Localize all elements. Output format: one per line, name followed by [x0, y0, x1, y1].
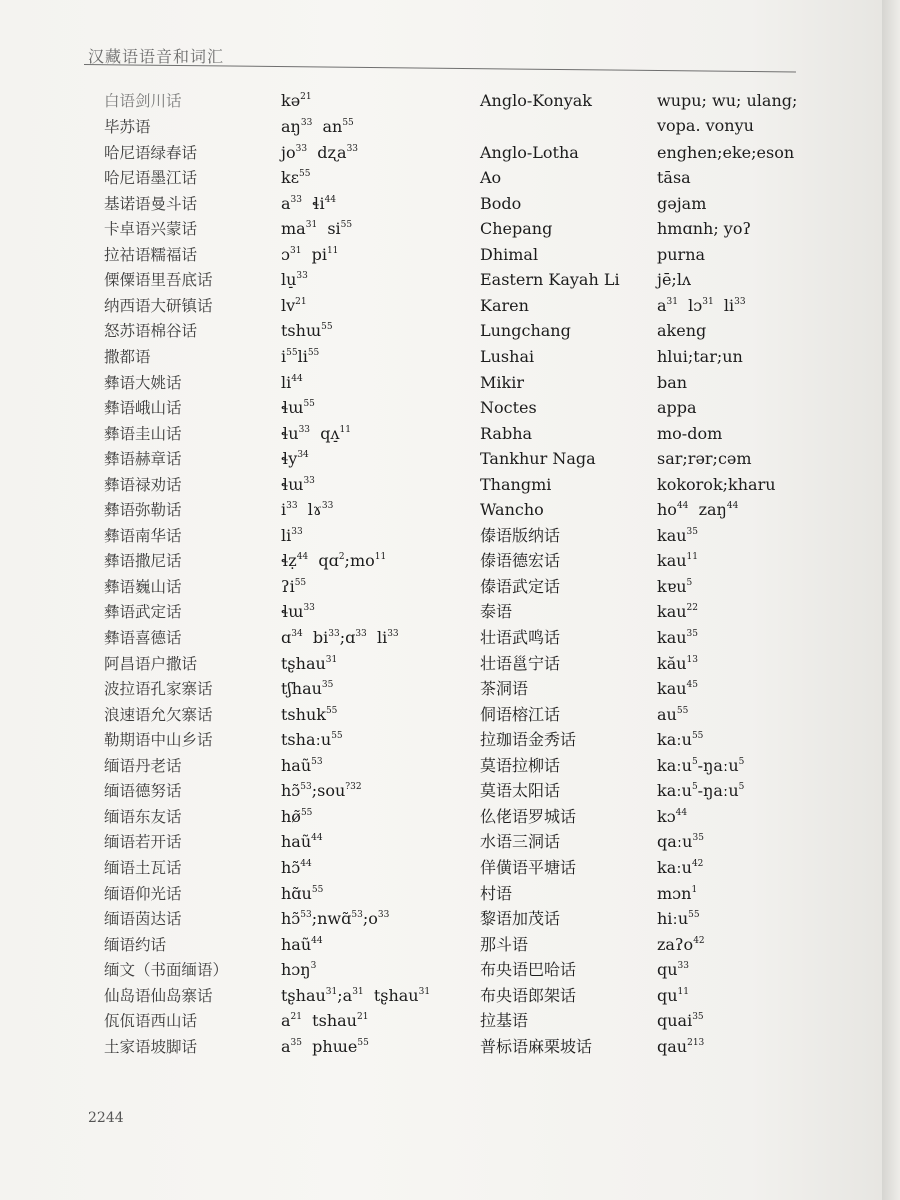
language-cell: 茶洞语: [480, 679, 529, 699]
page-number: 2244: [88, 1110, 124, 1126]
chinese-dialect-cell: 彝语武定话: [104, 603, 182, 622]
language-form-cell: $qu^{33}$: [657, 960, 689, 980]
chinese-dialect-cell: 傈僳语里吾底话: [104, 271, 213, 290]
dialect-form-cell: ɑ$^{34}$ $bi^{33};ɑ^{33}$ $li^{33}$: [281, 628, 399, 647]
table-row: [0, 957, 882, 983]
language-cell: 布央语巴哈话: [480, 960, 577, 980]
table-row: [0, 421, 882, 447]
language-form-cell: sar;rər;cəm: [657, 449, 752, 469]
chinese-dialect-cell: 纳西语大研镇话: [104, 296, 213, 315]
dialect-form-cell: $lv^{21}$: [281, 295, 307, 315]
dialect-form-cell: $aŋ^{33}$ $an^{55}$: [281, 117, 354, 136]
language-form-cell: tāsa: [657, 168, 691, 188]
dialect-form-cell: $hɔ̃^{53};nwɑ̃^{53};o^{33}$: [281, 909, 390, 929]
dialect-form-cell: $hɑ̃u^{55}$: [281, 883, 324, 903]
language-form-cell: kau$^{35}$: [657, 525, 698, 545]
chinese-dialect-cell: 彝语赫章话: [104, 450, 182, 469]
chinese-dialect-cell: 彝语峨山话: [104, 399, 182, 418]
language-cell: Ao: [480, 168, 502, 188]
table-row: [0, 906, 882, 932]
language-form-cell: kokorok;kharu: [657, 474, 776, 494]
language-form-cell: qau$^{213}$: [657, 1036, 705, 1056]
dialect-form-cell: ɬy$^{34}$: [281, 449, 309, 469]
chinese-dialect-cell: 缅语仰光话: [104, 884, 182, 903]
language-cell: Anglo-Konyak: [480, 91, 592, 110]
table-row: [0, 191, 882, 217]
dialect-form-cell: tʃhau$^{35}$: [281, 679, 334, 699]
language-form-cell: qaːu$^{35}$: [657, 832, 704, 852]
language-cell: 傣语武定话: [480, 576, 561, 596]
language-form-cell: kau$^{22}$: [657, 602, 698, 622]
table-row: [0, 881, 882, 907]
chinese-dialect-cell: 仙岛语仙岛寨话: [104, 986, 213, 1005]
language-form-cell: appa: [657, 398, 697, 418]
language-cell: 壮语邕宁话: [480, 653, 561, 673]
table-row: [0, 932, 882, 958]
dialect-form-cell: $a^{35}$ phɯe$^{55}$: [281, 1036, 369, 1056]
chinese-dialect-cell: 卡卓语兴蒙话: [104, 220, 198, 239]
chinese-dialect-cell: 土家语坡脚话: [104, 1037, 198, 1056]
language-form-cell: kɔ$^{44}$: [657, 806, 688, 826]
language-form-cell: jē;lʌ: [657, 270, 691, 290]
chinese-dialect-cell: 佤佤语西山话: [104, 1012, 198, 1031]
language-form-cell: kău$^{13}$: [657, 653, 698, 673]
dialect-form-cell: $i^{33}$ lɤ$^{33}$: [281, 500, 334, 520]
language-cell: Noctes: [480, 398, 537, 418]
table-row: [0, 267, 882, 293]
language-cell: Lushai: [480, 346, 535, 366]
language-form-cell: hmɑnh; yoʔ: [657, 219, 752, 239]
dialect-form-cell: lu̠$^{33}$: [281, 270, 308, 290]
chinese-dialect-cell: 缅语东友话: [104, 807, 182, 826]
chinese-dialect-cell: 撒都语: [104, 347, 151, 366]
language-cell: 傣语版纳话: [480, 525, 561, 545]
chinese-dialect-cell: 波拉语孔家寨话: [104, 680, 213, 699]
language-cell: Karen: [480, 295, 529, 315]
language-cell: Dhimal: [480, 244, 539, 264]
language-cell: 佯僙语平塘话: [480, 857, 577, 877]
table-row: [0, 676, 882, 702]
language-cell: 莫语太阳话: [480, 781, 561, 801]
chinese-dialect-cell: 彝语南华话: [104, 526, 182, 545]
chinese-dialect-cell: 勒期语中山乡话: [104, 731, 213, 750]
dialect-form-cell: $jo^{33}$ dʐa$^{33}$: [281, 142, 359, 162]
dialect-form-cell: kə$^{21}$: [281, 91, 312, 110]
language-form-cell: $qu^{11}$: [657, 985, 689, 1005]
table-row: [0, 625, 882, 651]
chinese-dialect-cell: 拉祜语糯福话: [104, 245, 198, 264]
chinese-dialect-cell: 彝语巍山话: [104, 577, 182, 596]
language-cell: 那斗语: [480, 934, 529, 954]
table-row: [0, 216, 882, 242]
language-cell: 侗语榕江话: [480, 704, 561, 724]
language-cell: Anglo-Lotha: [480, 142, 579, 162]
table-row: [0, 344, 882, 370]
language-cell: 莫语拉柳话: [480, 755, 561, 775]
dialect-form-cell: $a^{33}$ ɬi$^{44}$: [281, 193, 337, 213]
table-row: [0, 370, 882, 396]
dialect-form-cell: tʂhau$^{31}$: [281, 653, 338, 673]
language-cell: Rabha: [480, 423, 533, 443]
language-form-cell: $a^{31}$ lɔ$^{31}$ $li^{33}$: [657, 295, 746, 315]
chinese-dialect-cell: 哈尼语墨江话: [104, 169, 198, 188]
chinese-dialect-cell: 彝语禄劝话: [104, 475, 182, 494]
dialect-form-cell: $tʂhau^{31};a^{31}$ tʂhau$^{31}$: [281, 985, 431, 1005]
language-cell: 村语: [480, 883, 513, 903]
language-cell: Thangmi: [480, 474, 552, 494]
chinese-dialect-cell: 彝语圭山话: [104, 424, 182, 443]
chinese-dialect-cell: 毕苏语: [104, 118, 151, 136]
table-row: [0, 548, 882, 574]
dialect-form-cell: kɛ$^{55}$: [281, 168, 311, 188]
table-row: [0, 829, 882, 855]
dialect-form-cell: hɔŋ$^3$: [281, 960, 317, 980]
dialect-form-cell: tshɯ$^{55}$: [281, 321, 333, 341]
language-form-cell: enghen;eke;eson: [657, 142, 795, 162]
table-row: [0, 983, 882, 1009]
language-form-cell: kaːu$^5$-ŋaːu$^5$: [657, 781, 745, 801]
language-form-cell: wupu; wu; ulang;: [657, 91, 798, 110]
language-cell: 普标语麻栗坡话: [480, 1036, 593, 1056]
continuation-line: vopa. vonyu: [657, 116, 754, 135]
chinese-dialect-cell: 基诺语曼斗话: [104, 194, 198, 213]
dialect-form-cell: $li^{33}$: [281, 525, 303, 545]
language-form-cell: hlui;tar;un: [657, 346, 743, 366]
page-edge: [882, 0, 900, 1200]
dialect-form-cell: hɔ̃$^{53}$;sou$^{?32}$: [281, 781, 362, 801]
dialect-form-cell: $li^{44}$: [281, 372, 303, 392]
table-row: [0, 1008, 882, 1034]
running-header: 汉藏语语音和词汇: [88, 47, 225, 66]
dialect-form-cell: $i^{55}li^{55}$: [281, 346, 320, 366]
chinese-dialect-cell: 彝语弥勒话: [104, 501, 182, 520]
language-cell: 水语三洞话: [480, 832, 561, 852]
table-row: [0, 651, 882, 677]
dialect-form-cell: ɬɯ$^{55}$: [281, 398, 315, 418]
dialect-form-cell: ɔ$^{31}$ $pi^{11}$: [281, 244, 339, 264]
chinese-dialect-cell: 阿昌语户撒话: [104, 654, 198, 673]
language-form-cell: kaːu$^{55}$: [657, 730, 704, 750]
chinese-dialect-cell: 彝语大姚话: [104, 373, 182, 392]
dialect-form-cell: $ma^{31}$ $si^{55}$: [281, 219, 353, 239]
dialect-form-cell: ɬɯ$^{33}$: [281, 602, 315, 622]
dialect-form-cell: ʔi$^{55}$: [281, 576, 307, 596]
table-row: [0, 497, 882, 523]
table-row: [0, 855, 882, 881]
language-cell: 仫佬语罗城话: [480, 806, 577, 826]
table-row: [0, 1034, 882, 1060]
language-cell: Lungchang: [480, 321, 571, 341]
dialect-form-cell: haũ$^{44}$: [281, 934, 323, 954]
language-form-cell: zaʔo$^{42}$: [657, 934, 705, 954]
language-cell: 黎语加茂话: [480, 909, 561, 929]
language-cell: 壮语武鸣话: [480, 628, 561, 647]
chinese-dialect-cell: 缅语约话: [104, 935, 167, 954]
language-cell: Mikir: [480, 372, 524, 392]
dialect-form-cell: tshuk$^{55}$: [281, 704, 338, 724]
dialect-form-cell: $a^{21}$ tshau$^{21}$: [281, 1011, 369, 1031]
language-cell: 傣语德宏话: [480, 551, 561, 571]
chinese-dialect-cell: 缅语若开话: [104, 833, 182, 852]
dialect-form-cell: ɬu$^{33}$ qʌ̠$^{11}$: [281, 423, 351, 443]
dialect-form-cell: haũ$^{53}$: [281, 755, 323, 775]
language-cell: 拉基语: [480, 1011, 529, 1031]
language-form-cell: kaːu$^5$-ŋaːu$^5$: [657, 755, 745, 775]
table-row: [0, 165, 882, 191]
language-cell: Wancho: [480, 500, 544, 520]
language-form-cell: akeng: [657, 321, 707, 341]
language-cell: Chepang: [480, 219, 553, 239]
chinese-dialect-cell: 缅文（书面缅语）: [104, 961, 229, 980]
language-cell: Tankhur Naga: [480, 449, 596, 469]
table-row: [0, 242, 882, 268]
table-row: [0, 523, 882, 549]
language-form-cell: kɐu$^5$: [657, 576, 693, 596]
chinese-dialect-cell: 彝语撒尼话: [104, 552, 182, 571]
table-row: [0, 753, 882, 779]
chinese-dialect-cell: 白语剑川话: [104, 92, 182, 110]
dialect-form-cell: ɬɯ$^{33}$: [281, 474, 315, 494]
language-form-cell: gəjam: [657, 193, 707, 213]
table-row: [0, 140, 882, 166]
language-form-cell: $ho^{44}$ zaŋ$^{44}$: [657, 500, 739, 520]
chinese-dialect-cell: 缅语土瓦话: [104, 858, 182, 877]
language-form-cell: mo-dom: [657, 423, 723, 443]
table-row: [0, 599, 882, 625]
language-cell: 拉珈语金秀话: [480, 730, 577, 750]
language-form-cell: $au^{55}$: [657, 704, 689, 724]
chinese-dialect-cell: 怒苏语棉谷话: [104, 322, 198, 341]
dialect-form-cell: hø̃$^{55}$: [281, 806, 313, 826]
language-form-cell: kaːu$^{42}$: [657, 857, 704, 877]
table-row: [0, 293, 882, 319]
chinese-dialect-cell: 缅语丹老话: [104, 756, 182, 775]
table-row: [0, 318, 882, 344]
language-form-cell: kau$^{35}$: [657, 628, 698, 647]
table-row: [0, 472, 882, 498]
dialect-form-cell: hɔ̃$^{44}$: [281, 857, 312, 877]
table-row: [0, 804, 882, 830]
chinese-dialect-cell: 哈尼语绿春话: [104, 143, 198, 162]
language-cell: Eastern Kayah Li: [480, 270, 620, 290]
language-cell: 布央语郎架话: [480, 985, 577, 1005]
language-form-cell: purna: [657, 244, 706, 264]
dialect-form-cell: tshaːu$^{55}$: [281, 730, 343, 750]
language-cell: Bodo: [480, 193, 522, 213]
table-row: [0, 395, 882, 421]
chinese-dialect-cell: 浪速语允欠寨话: [104, 705, 213, 724]
table-row: [0, 574, 882, 600]
table-row: [0, 727, 882, 753]
language-form-cell: hiːu$^{55}$: [657, 909, 700, 929]
table-row: [0, 702, 882, 728]
language-form-cell: mɔn$^1$: [657, 883, 698, 903]
chinese-dialect-cell: 彝语喜德话: [104, 629, 182, 647]
table-row: [0, 446, 882, 472]
chinese-dialect-cell: 缅语德努话: [104, 782, 182, 801]
language-form-cell: kau$^{11}$: [657, 551, 698, 571]
language-form-cell: quai$^{35}$: [657, 1011, 704, 1031]
dialect-form-cell: haũ$^{44}$: [281, 832, 323, 852]
language-form-cell: kau$^{45}$: [657, 679, 698, 699]
language-cell: 泰语: [480, 602, 513, 622]
language-form-cell: ban: [657, 372, 688, 392]
chinese-dialect-cell: 缅语茵达话: [104, 910, 182, 929]
table-row: [0, 778, 882, 804]
table-row: [0, 88, 882, 114]
dialect-form-cell: ɬẓ$^{44}$ $qɑ^2;mo^{11}$: [281, 551, 387, 571]
